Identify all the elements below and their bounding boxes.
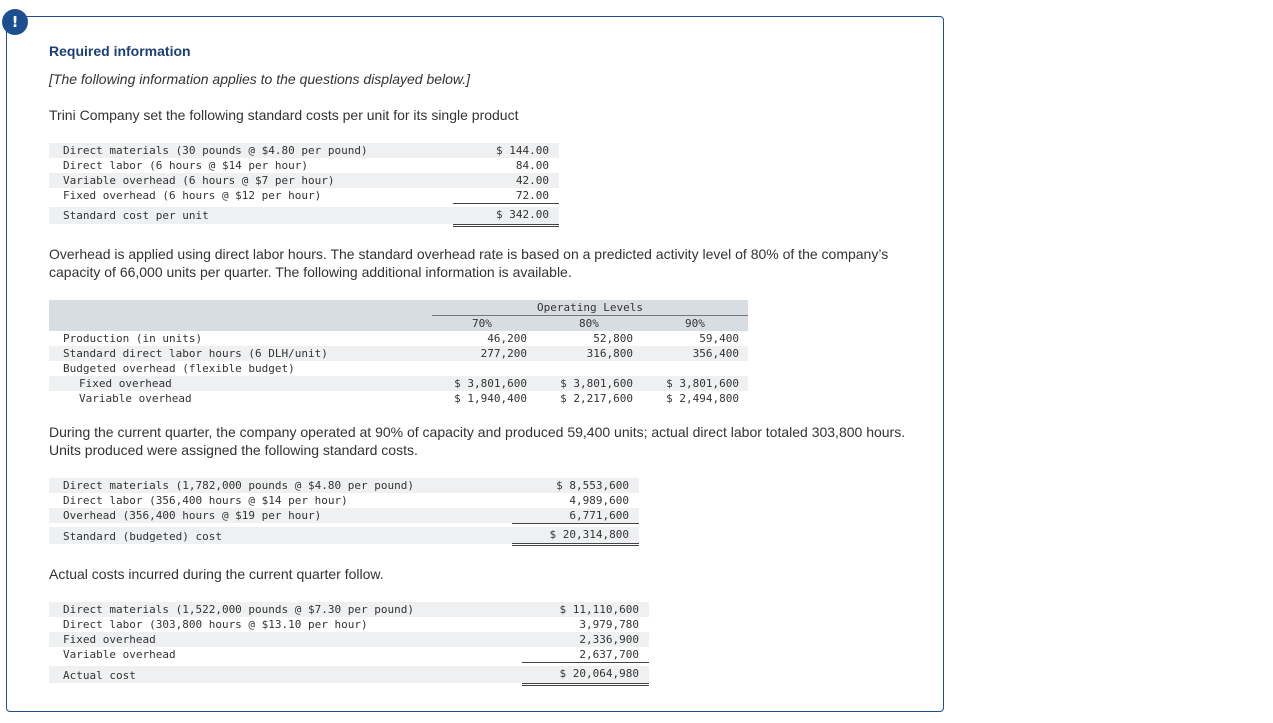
subtotal-rule [453, 203, 559, 204]
row-label: Budgeted overhead (flexible budget) [63, 362, 295, 375]
table-row [49, 188, 559, 203]
cell-90: $ 2,494,800 [666, 392, 739, 405]
table-row [49, 331, 748, 346]
row-label: Production (in units) [63, 332, 203, 345]
table-row [49, 508, 639, 523]
total-double-rule [453, 224, 559, 230]
table-row [49, 346, 748, 361]
total-double-rule [522, 683, 649, 689]
cell-80: $ 2,217,600 [560, 392, 633, 405]
total-double-rule [512, 543, 639, 549]
cell-70: $ 3,801,600 [454, 377, 527, 390]
table-row-total [49, 527, 639, 544]
row-label: Fixed overhead [79, 377, 172, 390]
row-label: Direct materials (30 pounds @ $4.80 per pound) [63, 144, 368, 157]
table-row [49, 173, 559, 188]
subtotal-rule [522, 662, 649, 663]
row-label: Direct materials (1,782,000 pounds @ $4.80 per pound) [63, 479, 414, 492]
row-value: 2,336,900 [579, 633, 639, 646]
row-value: 6,771,600 [569, 509, 629, 522]
cell-70: 277,200 [480, 347, 527, 360]
row-label: Direct materials (1,522,000 pounds @ $7.30 per pound) [63, 603, 414, 616]
overhead-paragraph: Overhead is applied using direct labor hours. The standard overhead rate is based on a predicted activity level of 80% of the company’s capacity of 66,000 units per quarter. The following additional information is available. [49, 246, 889, 280]
row-label: Fixed overhead [63, 633, 156, 646]
cell-90: 356,400 [692, 347, 739, 360]
row-value: 42.00 [515, 174, 549, 187]
row-value: $ 8,553,600 [556, 479, 629, 492]
cell-90: 59,400 [699, 332, 739, 345]
table-row [49, 602, 649, 617]
table-row [49, 158, 559, 173]
table-row [49, 632, 649, 647]
row-label: Variable overhead (6 hours @ $7 per hour) [63, 174, 335, 187]
row-label: Direct labor (6 hours @ $14 per hour) [63, 159, 309, 172]
table-row [49, 391, 748, 406]
row-label: Variable overhead [79, 392, 192, 405]
column-header-70: 70% [472, 317, 492, 330]
row-value: $ 20,314,800 [549, 528, 629, 541]
row-value: 84.00 [515, 159, 549, 172]
table-row [49, 361, 748, 376]
subtotal-rule [512, 523, 639, 524]
table-row [49, 143, 559, 158]
table-row [49, 493, 639, 508]
table-row-total [49, 207, 559, 224]
intro-text: Trini Company set the following standard costs per unit for its single product [49, 107, 519, 123]
cell-70: $ 1,940,400 [454, 392, 527, 405]
cell-80: 316,800 [586, 347, 633, 360]
row-label: Standard (budgeted) cost [63, 530, 222, 543]
table-row [49, 376, 748, 391]
cell-80: 52,800 [593, 332, 633, 345]
row-label: Variable overhead [63, 648, 176, 661]
column-header-80: 80% [579, 317, 599, 330]
row-label: Direct labor (303,800 hours @ $13.10 per hour) [63, 618, 368, 631]
cell-70: 46,200 [487, 332, 527, 345]
required-info-title: Required information [49, 43, 191, 59]
row-label: Overhead (356,400 hours @ $19 per hour) [63, 509, 322, 522]
row-value: 72.00 [515, 189, 549, 202]
row-label: Standard direct labor hours (6 DLH/unit) [63, 347, 328, 360]
table-row-total [49, 666, 649, 683]
actual-costs-paragraph: Actual costs incurred during the current quarter follow. [49, 566, 384, 582]
operating-levels-title: Operating Levels [537, 301, 643, 314]
row-value: $ 144.00 [496, 144, 549, 157]
row-value: 2,637,700 [579, 648, 639, 661]
cell-90: $ 3,801,600 [666, 377, 739, 390]
table-row [49, 617, 649, 632]
row-label: Standard cost per unit [63, 209, 209, 222]
current-quarter-paragraph: During the current quarter, the company operated at 90% of capacity and produced 59,400 units; actual direct labor totaled 303,800 hours. Units produced were assigned the following standard costs. [49, 424, 906, 458]
row-value: $ 11,110,600 [559, 603, 639, 616]
row-value: 3,979,780 [579, 618, 639, 631]
row-value: 4,989,600 [569, 494, 629, 507]
row-value: $ 342.00 [496, 208, 549, 221]
info-note: [The following information applies to the questions displayed below.] [49, 71, 471, 87]
table-row [49, 478, 639, 493]
column-header-90: 90% [685, 317, 705, 330]
cell-80: $ 3,801,600 [560, 377, 633, 390]
row-label: Actual cost [63, 669, 136, 682]
alert-icon: ! [2, 9, 28, 35]
row-label: Direct labor (356,400 hours @ $14 per hour) [63, 494, 348, 507]
row-label: Fixed overhead (6 hours @ $12 per hour) [63, 189, 322, 202]
row-value: $ 20,064,980 [559, 667, 639, 680]
table-row [49, 647, 649, 662]
